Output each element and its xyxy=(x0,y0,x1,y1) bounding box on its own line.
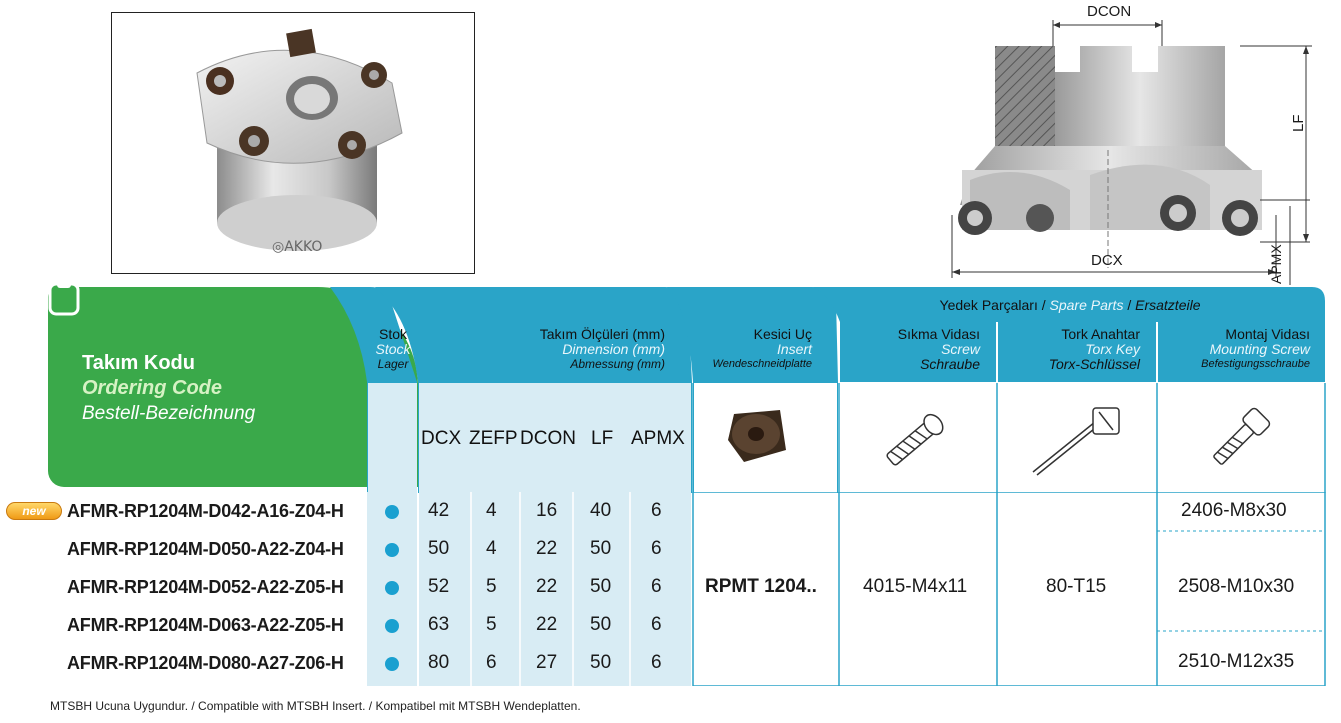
insert-image xyxy=(722,400,792,470)
title-en: Ordering Code xyxy=(82,377,223,399)
zefp-value: 5 xyxy=(486,614,497,635)
dcx-value: 50 xyxy=(428,538,450,559)
key-header: Tork Anahtar Torx Key Torx-Schlüssel xyxy=(1048,326,1140,372)
ordering-code: AFMR-RP1204M-D052-A22-Z05-H xyxy=(67,577,344,597)
lf-value: 50 xyxy=(590,538,612,559)
dcon-value: 16 xyxy=(536,500,558,521)
spare-parts-header: Yedek Parçaları / Spare Parts / Ersatzteile xyxy=(939,297,1201,313)
dcon-label: DCON xyxy=(1087,3,1132,20)
key-value: 80-T15 xyxy=(1046,576,1107,597)
dcon-value: 22 xyxy=(536,538,558,559)
apmx-value: 6 xyxy=(651,652,662,673)
ordering-code: AFMR-RP1204M-D063-A22-Z05-H xyxy=(67,615,344,635)
stock-dot xyxy=(385,619,399,633)
apmx-label: APMX xyxy=(1268,244,1284,284)
mount-header: Montaj Vidası Mounting Screw Befestigungsschraube xyxy=(1201,326,1310,370)
screw-icon xyxy=(875,405,955,475)
apmx-value: 6 xyxy=(651,576,662,597)
stock-dot xyxy=(385,657,399,671)
mount-value-2: 2508-M10x30 xyxy=(1178,576,1295,597)
apmx-value: 6 xyxy=(651,500,662,521)
ordering-code: AFMR-RP1204M-D080-A27-Z06-H xyxy=(67,653,344,673)
stock-dot xyxy=(385,543,399,557)
header-band xyxy=(330,287,1330,493)
stock-dot xyxy=(385,581,399,595)
screw-header: Sıkma Vidası Screw Schraube xyxy=(897,326,980,372)
title-de: Bestell-Bezeichnung xyxy=(82,403,256,424)
dcx-label: DCX xyxy=(1091,252,1123,269)
dcon-value: 22 xyxy=(536,576,558,597)
dcx-value: 52 xyxy=(428,576,450,597)
torx-key-icon xyxy=(1025,400,1135,480)
col-lf: LF xyxy=(591,428,614,449)
stock-dot xyxy=(385,505,399,519)
product-photo xyxy=(111,12,475,274)
dcx-value: 63 xyxy=(428,614,450,635)
mounting-screw-icon xyxy=(1200,400,1280,475)
screw-value: 4015-M4x11 xyxy=(863,576,968,597)
col-zefp: ZEFP xyxy=(469,428,518,449)
lf-value: 50 xyxy=(590,614,612,635)
apmx-value: 6 xyxy=(651,538,662,559)
lf-label: LF xyxy=(1290,114,1307,132)
stock-header: Stok Stock Lager xyxy=(375,326,411,371)
new-badge: new xyxy=(6,502,62,520)
lf-value: 50 xyxy=(590,576,612,597)
dims-header: Takım Ölçüleri (mm) Dimension (mm) Abmessung (mm) xyxy=(539,326,665,371)
dcon-value: 22 xyxy=(536,614,558,635)
svg-text:◎AKKO: ◎AKKO xyxy=(272,239,323,255)
zefp-value: 6 xyxy=(486,652,497,673)
mount-value-1: 2406-M8x30 xyxy=(1181,500,1287,521)
ordering-code: AFMR-RP1204M-D050-A22-Z04-H xyxy=(67,539,344,559)
insert-header: Kesici Uç Insert Wendeschneidplatte xyxy=(712,326,812,370)
col-dcon: DCON xyxy=(520,428,576,449)
ordering-code: AFMR-RP1204M-D042-A16-Z04-H xyxy=(67,501,344,521)
dcx-value: 42 xyxy=(428,500,450,521)
zefp-value: 4 xyxy=(486,500,497,521)
dcon-value: 27 xyxy=(536,652,558,673)
corner-tab-icon xyxy=(47,276,81,316)
col-apmx: APMX xyxy=(631,428,685,449)
zefp-value: 4 xyxy=(486,538,497,559)
lf-value: 40 xyxy=(590,500,612,521)
apmx-value: 6 xyxy=(651,614,662,635)
mount-value-3: 2510-M12x35 xyxy=(1178,651,1295,672)
technical-drawing xyxy=(940,0,1335,285)
dcx-value: 80 xyxy=(428,652,450,673)
insert-value: RPMT 1204.. xyxy=(705,576,817,597)
zefp-value: 5 xyxy=(486,576,497,597)
col-dcx: DCX xyxy=(421,428,462,449)
footer-note: MTSBH Ucuna Uygundur. / Compatible with MTSBH Insert. / Kompatibel mit MTSBH Wendeplatten. xyxy=(50,699,581,713)
lf-value: 50 xyxy=(590,652,612,673)
title-tr: Takım Kodu xyxy=(82,352,195,374)
